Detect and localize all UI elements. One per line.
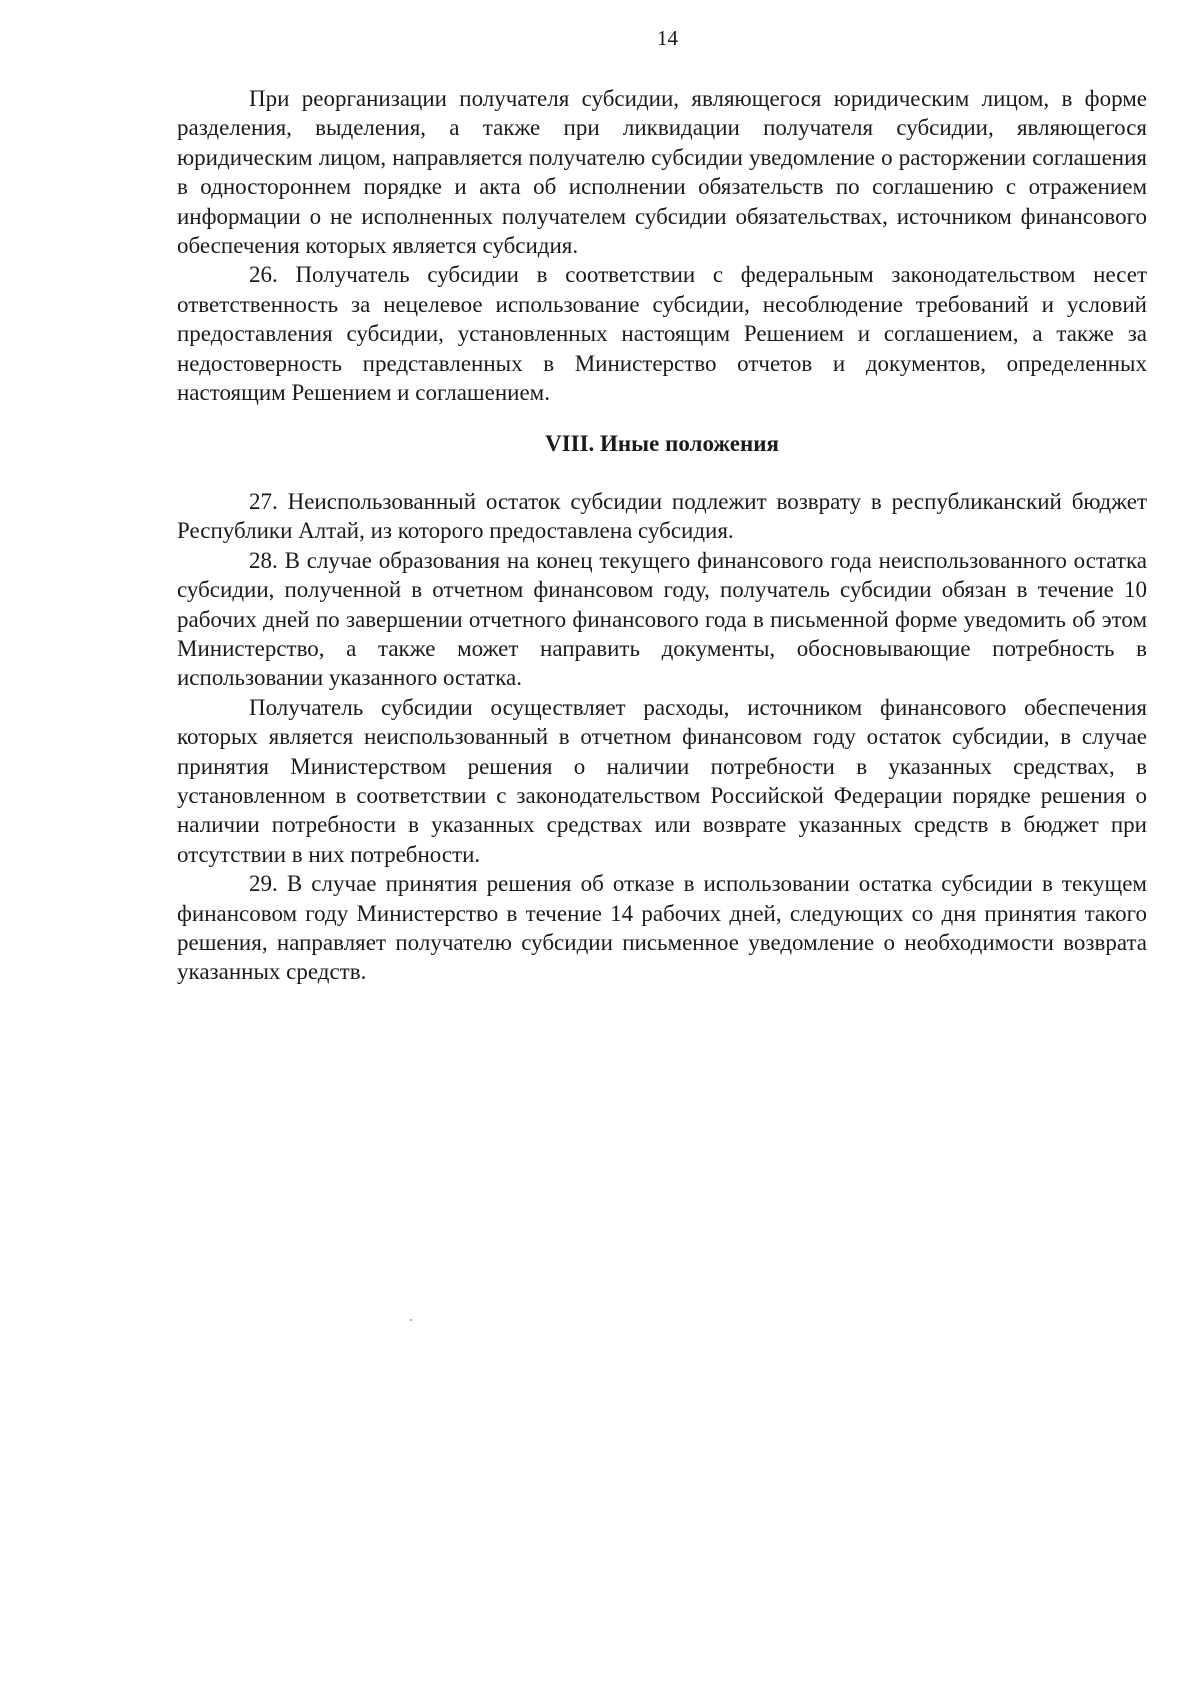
paragraph-28: 28. В случае образования на конец текущего финансового года неиспользованного остатка субсидии, полученной в отчетном финансовом году, получатель субсидии обязан в течение 10 рабочих дней по завершении отчетного финансового года в письменной форме уведомить об этом Министерство, а также может направить документы, обосновывающие потребность в использовании указанного остатка. [177,547,1147,691]
document-body [177,84,1147,987]
paragraph-reorganization: При реорганизации получателя субсидии, являющегося юридическим лицом, в форме разделения, выделения, а также при ликвидации получателя субсидии, являющегося юридическим лицом, направляется получателю субсидии уведомление о расторжении соглашения в одностороннем порядке и акта об исполнении обязательств по соглашению с отражением информации о не исполненных получателем субсидии обязательствах, источником финансового обеспечения которых является субсидия. [177,86,1147,259]
paragraph-29: 29. В случае принятия решения об отказе в использовании остатка субсидии в текущем финансовом году Министерство в течение 14 рабочих дней, следующих со дня принятия такого решения, направляет получателю субсидии письменное уведомление о необходимости возврата указанных средств. [177,871,1147,985]
paragraph-27: 27. Неиспользованный остаток субсидии подлежит возврату в республиканский бюджет Республики Алтай, из которого предоставлена субсидия. [177,488,1147,544]
paragraph-26: 26. Получатель субсидии в соответствии с федеральным законодательством несет ответственность за нецелевое использование субсидии, несоблюдение требований и условий предоставления субсидии, установленных настоящим Решением и соглашением, а также за недостоверность представленных в Министерство отчетов и документов, определенных настоящим Решением и соглашением. [177,262,1147,406]
page-number: 14 [657,26,678,50]
section-heading: VIII. Иные положения [545,431,779,457]
paragraph-expenses: Получатель субсидии осуществляет расходы, источником финансового обеспечения которых является неиспользованный в отчетном финансовом году остаток субсидии, в случае принятия Министерством решения о наличии потребности в указанных средствах, в установленном в соответствии с законодательством Российской Федерации порядке решения о наличии потребности в указанных средствах или возврате указанных средств в бюджет при отсутствии в них потребности. [177,694,1147,867]
scan-artifact-dot [410,1319,412,1321]
